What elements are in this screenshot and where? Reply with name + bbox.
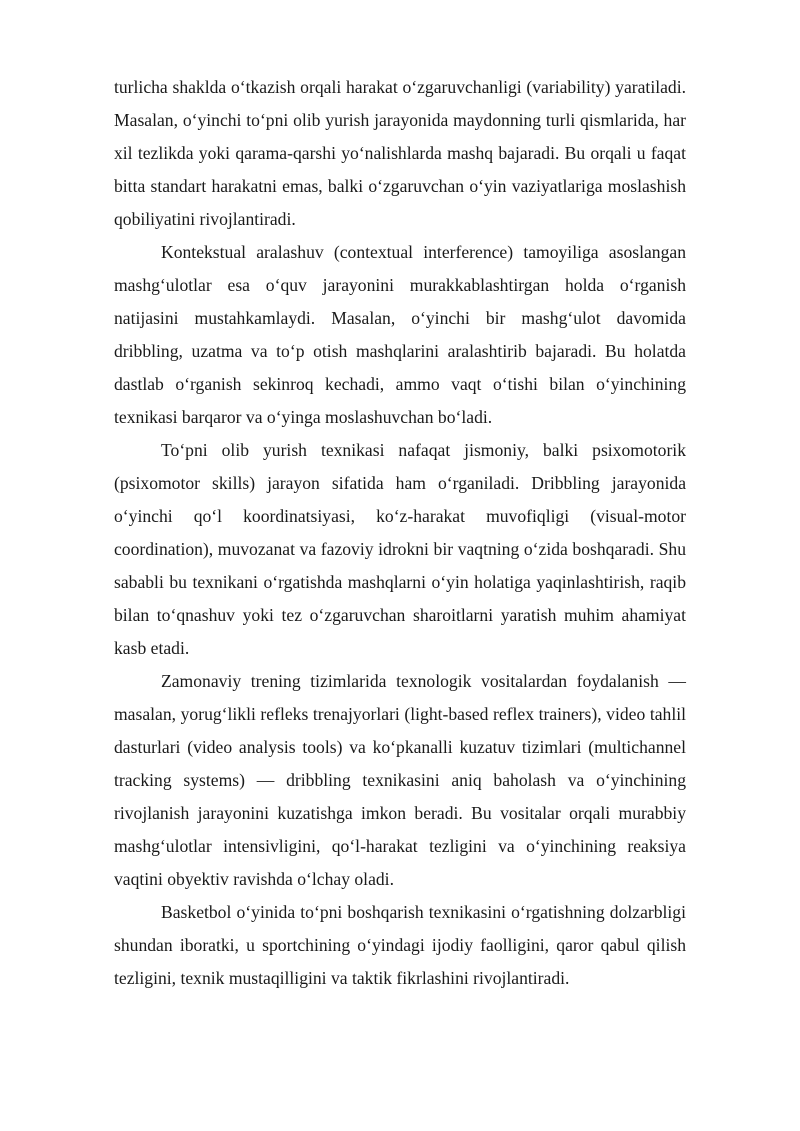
document-page — [114, 71, 686, 995]
paragraph-training-technology: Zamonaviy trening tizimlarida texnologik vositalardan foydalanish — masalan, yorug‘likli refleks trenajyorlari (light-based reflex trainers), video tahlil dasturlari (video analysis tools) va ko‘pkanalli kuzatuv tizimlari (multichannel tracking systems) — dribbling texnikasini aniq baholash va o‘yinchining rivojlanish jarayonini kuzatishga imkon beradi. Bu vositalar orqali murabbiy mashg‘ulotlar intensivligini, qo‘l-harakat tezligini va o‘yinchining reaksiya vaqtini obyektiv ravishda o‘lchay oladi. — [114, 671, 686, 889]
paragraph-psychomotor-skills: To‘pni olib yurish texnikasi nafaqat jismoniy, balki psixomotorik (psixomotor skills) jarayon sifatida ham o‘rganiladi. Dribbling jarayonida o‘yinchi qo‘l koordinatsiyasi, ko‘z-harakat muvofiqligi (visual-motor coordination), muvozanat va fazoviy idrokni bir vaqtning o‘zida boshqaradi. Shu sababli bu texnikani o‘rgatishda mashqlarni o‘yin holatiga yaqinlashtirish, raqib bilan to‘qnashuv yoki tez o‘zgaruvchan sharoitlarni yaratish muhim ahamiyat kasb etadi. — [114, 440, 686, 658]
paragraph-contextual-interference: Kontekstual aralashuv (contextual interference) tamoyiliga asoslangan mashg‘ulotlar esa o‘quv jarayonini murakkablashtirgan holda o‘rganish natijasini mustahkamlaydi. Masalan, o‘yinchi bir mashg‘ulot davomida dribbling, uzatma va to‘p otish mashqlarini aralashtirib bajaradi. Bu holatda dastlab o‘rganish sekinroq kechadi, ammo vaqt o‘tishi bilan o‘yinchining texnikasi barqaror va o‘yinga moslashuvchan bo‘ladi. — [114, 242, 686, 427]
paragraph-variability: turlicha shaklda o‘tkazish orqali harakat o‘zgaruvchanligi (variability) yaratiladi. Masalan, o‘yinchi to‘pni olib yurish jarayonida maydonning turli qismlarida, har xil tezlikda yoki qarama-qarshi yo‘nalishlarda mashq bajaradi. Bu orqali u faqat bitta standart harakatni emas, balki o‘zgaruvchan o‘yin vaziyatlariga moslashish qobiliyatini rivojlantiradi. — [114, 77, 686, 229]
paragraph-relevance: Basketbol o‘yinida to‘pni boshqarish texnikasini o‘rgatishning dolzarbligi shundan iboratki, u sportchining o‘yindagi ijodiy faolligini, qaror qabul qilish tezligini, texnik mustaqilligini va taktik fikrlashini rivojlantiradi. — [114, 902, 686, 988]
